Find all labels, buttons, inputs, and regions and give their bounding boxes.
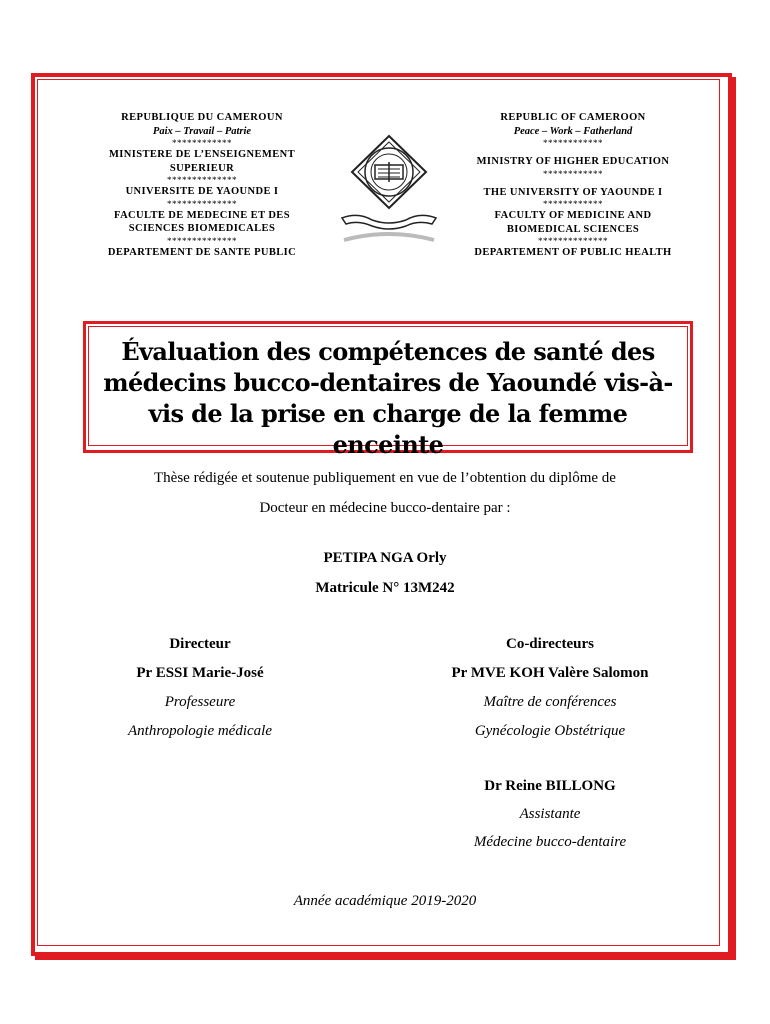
academic-year: Année académique 2019-2020: [293, 893, 477, 909]
separator: **************: [538, 236, 608, 246]
thesis-title: Évaluation des compétences de santé des médecins bucco-dentaires de Yaoundé vis-à-vis de la prise en charge de la femme enceinte: [103, 337, 673, 459]
university-en: THE UNIVERSITY OF YAOUNDE I: [483, 186, 663, 198]
separator: **************: [167, 175, 237, 185]
motto-en: Peace – Work – Fatherland: [513, 125, 633, 137]
thesis-statement-line1: Thèse rédigée et soutenue publiquement en vue de l’obtention du diplôme de: [154, 470, 616, 486]
department-fr: DEPARTEMENT DE SANTE PUBLIC: [107, 246, 297, 258]
ministry-en: MINISTRY OF HIGHER EDUCATION: [476, 156, 670, 167]
faculty-en: FACULTY OF MEDICINE AND BIOMEDICAL SCIENCES: [494, 210, 652, 235]
country-en: REPUBLIC OF CAMEROON: [500, 112, 646, 123]
codirector2-rank: Assistante: [519, 806, 581, 822]
university-seal-icon: [338, 132, 440, 254]
codirectors-block: [420, 636, 680, 862]
matricule: Matricule N° 13M242: [315, 580, 455, 596]
country-fr: REPUBLIQUE DU CAMEROUN: [121, 112, 283, 123]
header-left: [88, 111, 316, 259]
motto-fr: Paix – Travail – Patrie: [152, 125, 252, 137]
department-en: DEPARTEMENT OF PUBLIC HEALTH: [474, 247, 672, 258]
separator: ************: [172, 138, 232, 148]
faculty-fr: FACULTE DE MEDECINE ET DES SCIENCES BIOMEDICALES: [114, 209, 290, 234]
separator: ************: [543, 168, 603, 179]
header-right: [455, 111, 691, 260]
codirector2-name: Dr Reine BILLONG: [484, 778, 616, 794]
codirector1-field: Gynécologie Obstétrique: [474, 723, 626, 739]
director-heading: Directeur: [169, 636, 231, 652]
ministry-fr: MINISTERE DE L’ENSEIGNEMENT SUPERIEUR: [108, 149, 296, 174]
separator: **************: [167, 235, 237, 246]
separator: **************: [167, 198, 237, 209]
codirectors-heading: Co-directeurs: [505, 636, 595, 652]
separator: ************: [543, 199, 603, 209]
codirector1-rank: Maître de conférences: [483, 694, 617, 710]
director-rank: Professeure: [164, 694, 236, 710]
codirector2-field: Médecine bucco-dentaire: [473, 834, 627, 850]
director-block: [80, 636, 320, 752]
thesis-statement-line2: Docteur en médecine bucco-dentaire par :: [259, 500, 511, 516]
university-fr: UNIVERSITE DE YAOUNDE I: [125, 186, 279, 197]
director-name: Pr ESSI Marie-José: [136, 665, 264, 681]
codirector1-name: Pr MVE KOH Valère Salomon: [451, 665, 649, 681]
director-field: Anthropologie médicale: [128, 723, 272, 739]
author-name: PETIPA NGA Orly: [323, 550, 447, 566]
separator: ************: [543, 138, 603, 148]
